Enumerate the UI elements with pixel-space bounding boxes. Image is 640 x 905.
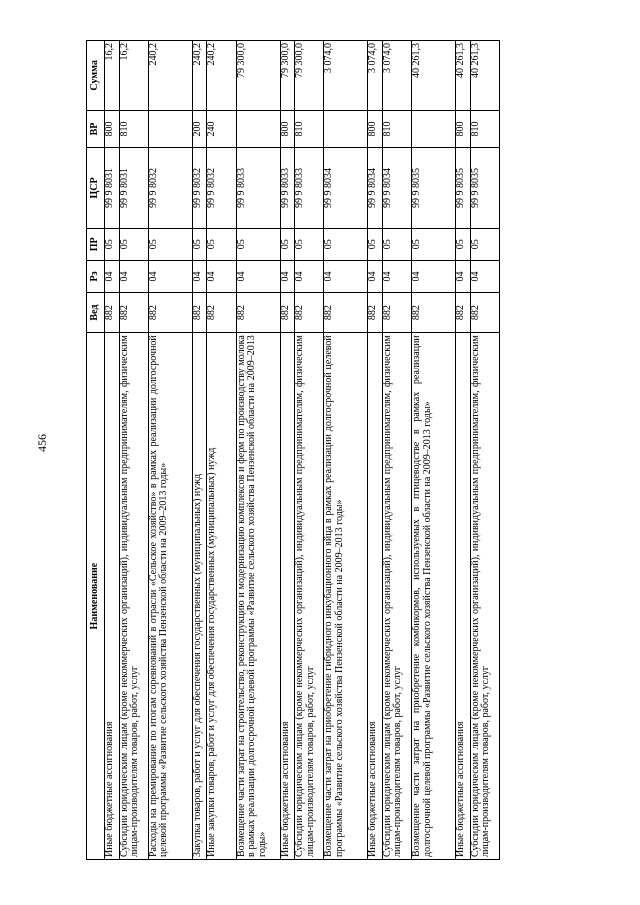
- cell-sum: 240,2: [148, 41, 192, 111]
- table-row: [324, 41, 368, 860]
- cell-ved: 882: [207, 293, 236, 333]
- cell-csr: 99 9 8034: [368, 148, 383, 228]
- budget-table: [86, 40, 500, 860]
- cell-name: Субсидии юридическим лицам (кроме некоммерческих организаций), индивидуальным предпринимателям, физическим лицам-производителям товаров, работ, услуг: [470, 333, 499, 860]
- cell-sum: 40 261,3: [470, 41, 499, 111]
- cell-vr: 800: [105, 110, 120, 148]
- cell-pr: 05: [148, 228, 192, 260]
- cell-rz: 04: [148, 260, 192, 292]
- cell-rz: 04: [236, 260, 280, 292]
- header-name: Наименование: [87, 333, 105, 860]
- table-row: [148, 41, 192, 860]
- cell-csr: 99 9 8035: [456, 148, 471, 228]
- cell-vr: [148, 110, 192, 148]
- cell-csr: 99 9 8033: [236, 148, 280, 228]
- table-row: [412, 41, 456, 860]
- cell-name: Иные закупки товаров, работ и услуг для обеспечения государственных (муниципальных) нужд: [207, 333, 236, 860]
- cell-vr: 810: [119, 110, 148, 148]
- cell-name: Иные бюджетные ассигнования: [280, 333, 295, 860]
- cell-name: Субсидии юридическим лицам (кроме некоммерческих организаций), индивидуальным предпринимателям, физическим лицам-производителям товаров, работ, услуг: [295, 333, 324, 860]
- cell-sum: 240,2: [192, 41, 207, 111]
- header-ved: Вед: [87, 293, 105, 333]
- table-row: [368, 41, 383, 860]
- cell-name: Закупка товаров, работ и услуг для обеспечения государственных (муниципальных) нужд: [192, 333, 207, 860]
- cell-sum: 3 074,0: [382, 41, 411, 111]
- cell-sum: 40 261,3: [412, 41, 456, 111]
- cell-vr: 810: [470, 110, 499, 148]
- table-row: [207, 41, 236, 860]
- cell-rz: 04: [368, 260, 383, 292]
- cell-rz: 04: [105, 260, 120, 292]
- header-vr: ВР: [87, 110, 105, 148]
- cell-sum: 40 261,3: [456, 41, 471, 111]
- cell-vr: 810: [382, 110, 411, 148]
- table-row: [382, 41, 411, 860]
- cell-rz: 04: [207, 260, 236, 292]
- cell-ved: 882: [295, 293, 324, 333]
- header-row: [87, 41, 105, 860]
- table-row: [295, 41, 324, 860]
- cell-ved: 882: [324, 293, 368, 333]
- cell-pr: 05: [105, 228, 120, 260]
- cell-name: Возмещение части затрат на приобретение комбикормов, используемых в птицеводстве в рамках реализации долгосрочной целевой программы «Развитие сельского хозяйства Пензенской области на 2009–2013 годы»: [412, 333, 456, 860]
- cell-sum: 3 074,0: [324, 41, 368, 111]
- cell-ved: 882: [368, 293, 383, 333]
- cell-sum: 79 300,0: [280, 41, 295, 111]
- table-row: [236, 41, 280, 860]
- cell-pr: 05: [324, 228, 368, 260]
- cell-vr: 800: [368, 110, 383, 148]
- cell-pr: 05: [456, 228, 471, 260]
- cell-ved: 882: [105, 293, 120, 333]
- cell-csr: 99 9 8035: [470, 148, 499, 228]
- cell-sum: 16,2: [119, 41, 148, 111]
- table-row: [105, 41, 120, 860]
- cell-csr: 99 9 8035: [412, 148, 456, 228]
- cell-pr: 05: [295, 228, 324, 260]
- cell-pr: 05: [412, 228, 456, 260]
- cell-name: Иные бюджетные ассигнования: [368, 333, 383, 860]
- header-rz: Рз: [87, 260, 105, 292]
- cell-name: Возмещение части затрат на приобретение гибридного инкубационного яйца в рамках реализации долгосрочной целевой программы «Развитие сельского хозяйства Пензенской области на 2009–2013 годы»: [324, 333, 368, 860]
- cell-rz: 04: [324, 260, 368, 292]
- cell-vr: 240: [207, 110, 236, 148]
- cell-sum: 3 074,0: [368, 41, 383, 111]
- cell-ved: 882: [148, 293, 192, 333]
- table-row: [280, 41, 295, 860]
- cell-pr: 05: [470, 228, 499, 260]
- cell-pr: 05: [236, 228, 280, 260]
- header-sum: Сумма: [87, 41, 105, 111]
- cell-vr: 810: [295, 110, 324, 148]
- cell-rz: 04: [295, 260, 324, 292]
- cell-vr: 200: [192, 110, 207, 148]
- table-row: [119, 41, 148, 860]
- table-row: [192, 41, 207, 860]
- rotated-table-container: [86, 40, 500, 860]
- cell-ved: 882: [470, 293, 499, 333]
- cell-vr: 800: [280, 110, 295, 148]
- cell-csr: 99 9 8031: [119, 148, 148, 228]
- cell-pr: 05: [368, 228, 383, 260]
- cell-rz: 04: [470, 260, 499, 292]
- cell-vr: 800: [456, 110, 471, 148]
- cell-pr: 05: [192, 228, 207, 260]
- cell-ved: 882: [456, 293, 471, 333]
- cell-rz: 04: [192, 260, 207, 292]
- cell-name: Возмещение части затрат на строительство, реконструкцию и модернизацию комплексов и ферм по производству молока в рамках реализации долгосрочной целевой программы «Развитие сельского хозяйства Пензенской области на 2009–2013 годы»: [236, 333, 280, 860]
- cell-pr: 05: [119, 228, 148, 260]
- cell-rz: 04: [382, 260, 411, 292]
- cell-csr: 99 9 8032: [148, 148, 192, 228]
- cell-ved: 882: [236, 293, 280, 333]
- cell-csr: 99 9 8034: [324, 148, 368, 228]
- cell-rz: 04: [119, 260, 148, 292]
- table-body: [105, 41, 500, 860]
- cell-csr: 99 9 8033: [295, 148, 324, 228]
- cell-ved: 882: [382, 293, 411, 333]
- cell-csr: 99 9 8032: [207, 148, 236, 228]
- cell-pr: 05: [207, 228, 236, 260]
- cell-sum: 79 300,0: [295, 41, 324, 111]
- cell-vr: [412, 110, 456, 148]
- cell-ved: 882: [192, 293, 207, 333]
- cell-csr: 99 9 8031: [105, 148, 120, 228]
- cell-name: Субсидии юридическим лицам (кроме некоммерческих организаций), индивидуальным предпринимателям, физическим лицам-производителям товаров, работ, услуг: [382, 333, 411, 860]
- page-number: 456: [35, 434, 49, 452]
- cell-rz: 04: [456, 260, 471, 292]
- table-row: [470, 41, 499, 860]
- cell-csr: 99 9 8033: [280, 148, 295, 228]
- cell-csr: 99 9 8034: [382, 148, 411, 228]
- cell-vr: [236, 110, 280, 148]
- cell-csr: 99 9 8032: [192, 148, 207, 228]
- cell-name: Субсидии юридическим лицам (кроме некоммерческих организаций), индивидуальным предпринимателям, физическим лицам-производителям товаров, работ, услуг: [119, 333, 148, 860]
- cell-pr: 05: [280, 228, 295, 260]
- cell-name: Иные бюджетные ассигнования: [456, 333, 471, 860]
- header-csr: ЦСР: [87, 148, 105, 228]
- cell-sum: 16,2: [105, 41, 120, 111]
- cell-ved: 882: [119, 293, 148, 333]
- cell-name: Расходы на премирование по итогам соревнований в отрасли «Сельское хозяйство» в рамках реализации долгосрочной целевой программы «Развитие сельского хозяйства Пензенской области на 2009–2013 годы»: [148, 333, 192, 860]
- table-row: [456, 41, 471, 860]
- cell-sum: 240,2: [207, 41, 236, 111]
- cell-vr: [324, 110, 368, 148]
- cell-rz: 04: [412, 260, 456, 292]
- cell-sum: 79 300,0: [236, 41, 280, 111]
- header-pr: ПР: [87, 228, 105, 260]
- cell-pr: 05: [382, 228, 411, 260]
- cell-name: Иные бюджетные ассигнования: [105, 333, 120, 860]
- cell-rz: 04: [280, 260, 295, 292]
- cell-ved: 882: [280, 293, 295, 333]
- cell-ved: 882: [412, 293, 456, 333]
